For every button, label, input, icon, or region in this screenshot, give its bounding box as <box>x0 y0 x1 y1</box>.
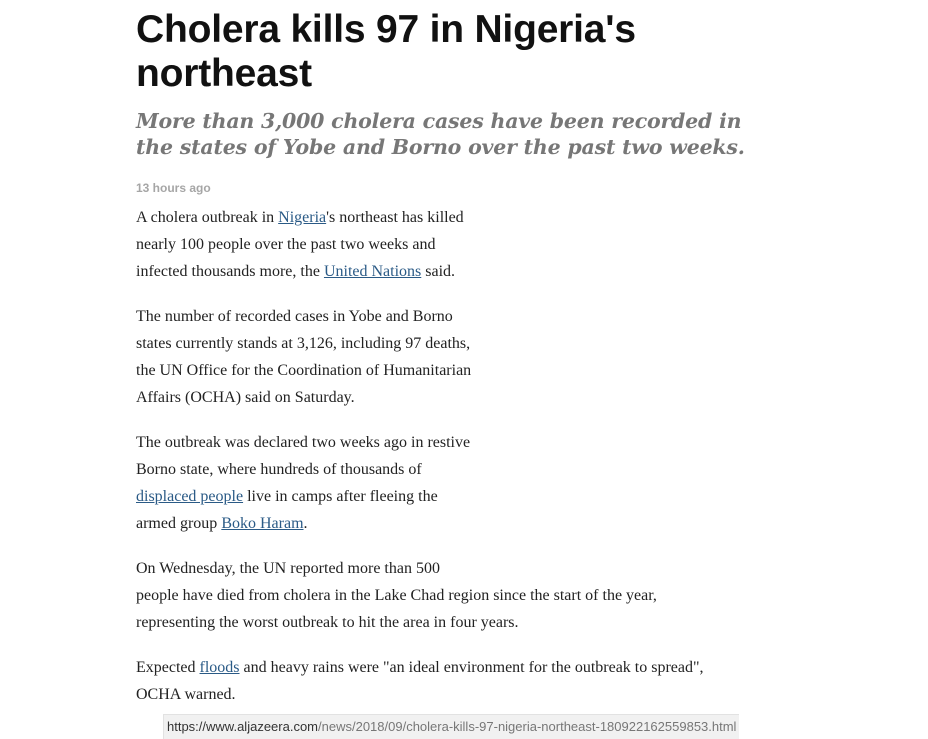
paragraph-line: states currently stands at 3,126, including 97 deaths, <box>136 335 471 352</box>
article-paragraph-1 <box>136 204 464 285</box>
paragraph-line: armed group Boko Haram. <box>136 515 308 532</box>
paragraph-line: The number of recorded cases in Yobe and Borno <box>136 308 453 325</box>
paragraph-line: A cholera outbreak in Nigeria's northeast has killed <box>136 209 464 226</box>
paragraph-line: infected thousands more, the United Nations said. <box>136 263 456 280</box>
article-paragraph-4 <box>136 555 657 636</box>
status-bar-link-url <box>163 714 739 739</box>
paragraph-line: The outbreak was declared two weeks ago in restive <box>136 434 471 451</box>
paragraph-line: the UN Office for the Coordination of Humanitarian <box>136 362 472 379</box>
paragraph-line: representing the worst outbreak to hit the area in four years. <box>136 614 519 631</box>
paragraph-line: nearly 100 people over the past two weeks and <box>136 236 436 253</box>
article-paragraph-5 <box>136 654 704 708</box>
article-paragraph-2 <box>136 303 471 411</box>
link-nigeria[interactable]: Nigeria <box>278 209 327 226</box>
paragraph-line: people have died from cholera in the Lake Chad region since the start of the year, <box>136 587 657 604</box>
paragraph-line: Borno state, where hundreds of thousands of <box>136 461 422 478</box>
paragraph-line: displaced people live in camps after fleeing the <box>136 488 438 505</box>
paragraph-line: Affairs (OCHA) said on Saturday. <box>136 389 355 406</box>
paragraph-line: Expected floods and heavy rains were "an ideal environment for the outbreak to spread", <box>136 659 704 676</box>
article-timestamp: 13 hours ago <box>136 181 211 195</box>
link-boko-haram[interactable]: Boko Haram <box>221 515 304 532</box>
link-displaced-people[interactable]: displaced people <box>136 488 244 505</box>
link-floods[interactable]: floods <box>199 659 240 676</box>
article-subheadline: More than 3,000 cholera cases have been recorded in the states of Yobe and Borno over the past two weeks. <box>136 109 745 159</box>
paragraph-line: OCHA warned. <box>136 686 236 703</box>
paragraph-line: On Wednesday, the UN reported more than 500 <box>136 560 440 577</box>
article-paragraph-3 <box>136 429 470 537</box>
status-bar-url-host: https://www.aljazeera.com <box>167 719 319 734</box>
link-united-nations[interactable]: United Nations <box>323 263 422 280</box>
status-bar-url-path: /news/2018/09/cholera-kills-97-nigeria-northeast-180922162559853.html <box>318 719 737 734</box>
article-headline: Cholera kills 97 in Nigeria's northeast <box>136 8 636 95</box>
